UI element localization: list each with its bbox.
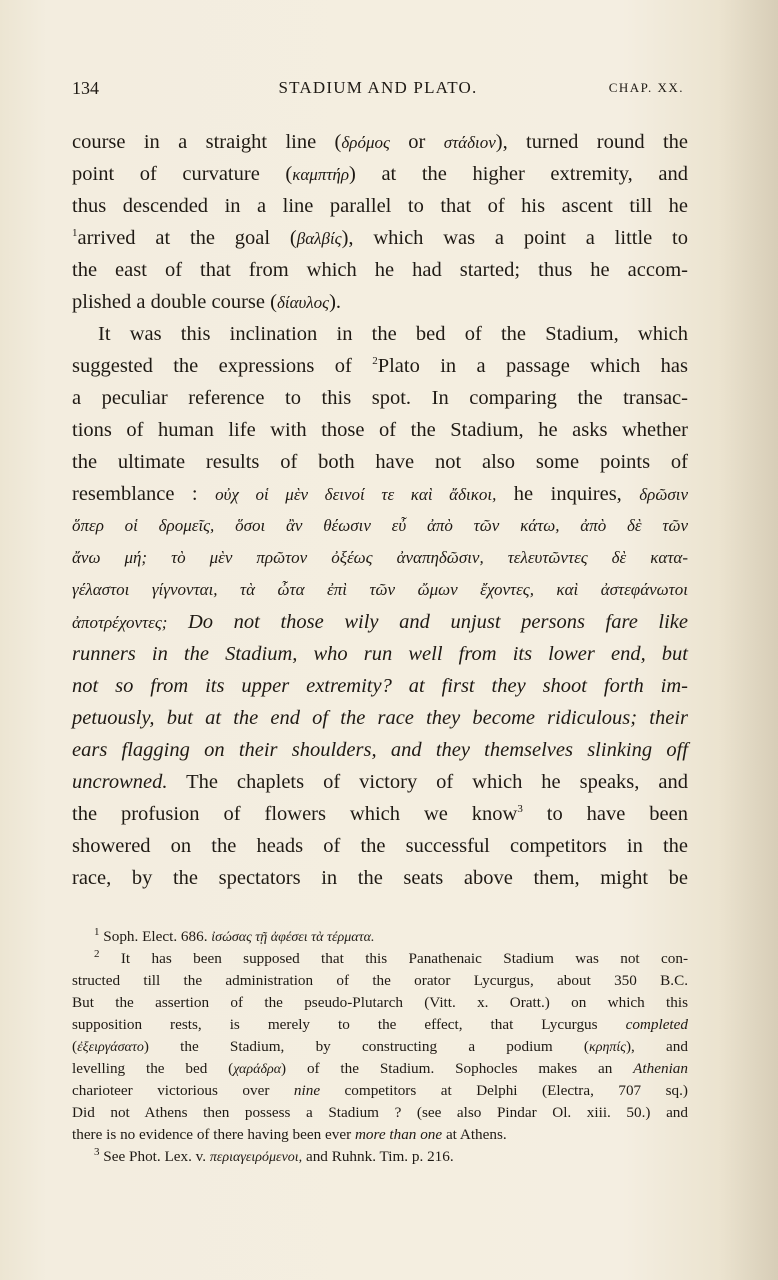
translation-line: runners in the Stadium, who run well from its lower end, but (72, 643, 688, 665)
text-line: uncrowned. The chaplets of victory of which he speaks, and (72, 771, 688, 793)
footnote-1: $^1$ Soph. Elect. 686. ἰσώσας τῇ ἀφέσει τὰ τέρματα. (94, 925, 375, 945)
greek-quote-line: ἄνω μή; τὸ μὲν πρῶτον ὀξέως ἀναπηδῶσιν, τελευτῶντες δὲ κατα- (72, 548, 688, 567)
footnote-line: charioteer victorious over nine competitors at Delphi (Electra, 707 sq.) (72, 1082, 688, 1099)
footnote-line: structed till the administration of the orator Lycurgus, about 350 B.C. (72, 972, 688, 989)
footnote-2: $^2$ It has been supposed that this Panathenaic Stadium was not con- (94, 947, 688, 967)
body-text (72, 126, 688, 894)
page-number: 134 (72, 78, 99, 98)
chapter-label: CHAP. XX. (608, 80, 684, 95)
translation-line: ears flagging on their shoulders, and they themselves slinking off (72, 739, 688, 761)
text-line: the ultimate results of both have not also some points of (72, 451, 688, 473)
text-line: course in a straight line (δρόμος or στάδιον), turned round the (72, 131, 689, 153)
translation-line: not so from its upper extremity? at first they shoot forth im- (72, 675, 688, 697)
text-line: tions of human life with those of the Stadium, he asks whether (72, 419, 688, 441)
greek-quote-line: γέλαστοι γίγνονται, τὰ ὦτα ἐπὶ τῶν ὤμων ἔχοντες, καὶ ἀστεφάνωτοι (72, 580, 688, 599)
greek-quote-line: ὅπερ οἱ δρομεῖς, ὅσοι ἂν θέωσιν εὖ ἀπὸ τῶν κάτω, ἀπὸ δὲ τῶν (72, 516, 688, 535)
footnote-ref: 1 (72, 227, 78, 240)
text-line: the east of that from which he had started; thus he accom- (72, 259, 688, 281)
footnote-3: $^3$ See Phot. Lex. v. περιαγειρόμενοι, and Ruhnk. Tim. p. 216. (94, 1145, 454, 1165)
translation-line: petuously, but at the end of the race they become ridiculous; their (72, 707, 688, 729)
running-head: STADIUM AND PLATO. (278, 78, 478, 97)
footnote-line: Did not Athens then possess a Stadium ? (see also Pindar Ol. xiii. 50.) and (72, 1104, 688, 1121)
text-line: suggested the expressions of $^2$Plato in a passage which has (72, 355, 688, 377)
footnote-line: levelling the bed (χαράδρα) of the Stadium. Sophocles makes an Athenian (72, 1060, 688, 1077)
text-line: resemblance : οὐχ οἱ μὲν δεινοί τε καὶ ἄδικοι, he inquires, δρῶσιν (72, 483, 688, 505)
text-line: thus descended in a line parallel to that of his ascent till he (72, 195, 688, 217)
text-line: $^1$arrived at the goal (βαλβίς), which was a point a little to (72, 227, 688, 249)
text-line: showered on the heads of the successful competitors in the (72, 835, 688, 857)
footnote-line: But the assertion of the pseudo-Plutarch (Vitt. x. Oratt.) on which this (72, 994, 688, 1011)
page-header (72, 78, 684, 106)
footnote-line: supposition rests, is merely to the effect, that Lycurgus completed (72, 1016, 688, 1033)
text-line: point of curvature (καμπτήρ) at the higher extremity, and (72, 163, 688, 185)
page-edge-shadow (718, 0, 778, 1280)
text-line: plished a double course (δίαυλος). (72, 291, 342, 313)
text-line: It was this inclination in the bed of the Stadium, which (98, 323, 688, 345)
text-line: race, by the spectators in the seats above them, might be (72, 867, 688, 889)
footnote-line: (ἐξειργάσατο) the Stadium, by constructing a podium (κρηπίς), and (72, 1038, 688, 1055)
footnotes (72, 926, 688, 1168)
footnote-line: there is no evidence of there having been ever more than one at Athens. (72, 1126, 507, 1143)
text-line: ἀποτρέχοντες; Do not those wily and unjust persons fare like (72, 611, 688, 633)
text-line: a peculiar reference to this spot. In comparing the transac- (72, 387, 688, 409)
text-line: the profusion of flowers which we know$^3$ to have been (72, 803, 689, 825)
footnote-ref: 3 (517, 803, 523, 816)
footnote-ref: 2 (372, 355, 378, 368)
